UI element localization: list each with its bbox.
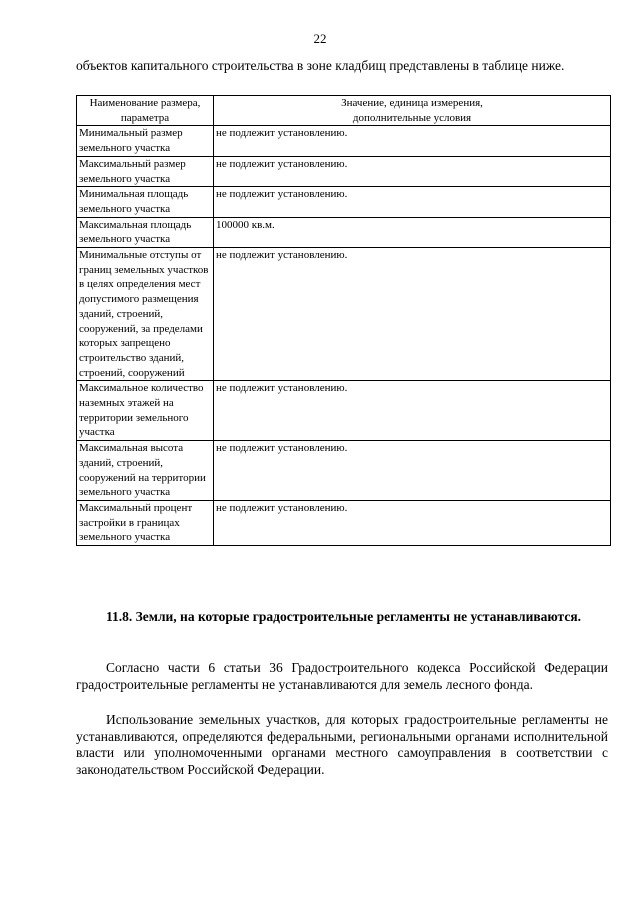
parameters-table	[76, 95, 611, 546]
row-parameter: Максимальная высота зданий, строений, сооружений на территории земельного участка	[77, 441, 214, 501]
table-header-row	[77, 96, 611, 126]
table-row	[77, 156, 611, 186]
section-number: 11.8.	[106, 609, 133, 624]
row-value: не подлежит установлению.	[214, 187, 611, 217]
row-parameter: Минимальный размер земельного участка	[77, 126, 214, 156]
header-value	[214, 96, 611, 126]
table-row	[77, 187, 611, 217]
row-value: не подлежит установлению.	[214, 441, 611, 501]
table-row	[77, 381, 611, 441]
header-parameter: Наименование размера, параметра	[77, 96, 214, 126]
intro-text: объектов капитального строительства в зоне кладбищ представлены в таблице ниже.	[76, 58, 565, 73]
body-paragraph: Использование земельных участков, для которых градостроительные регламенты не устанавливаются, определяются федеральными, региональными органами исполнительной власти или уполномоченными органами местного самоуправления в соответствии с законодательством Российской Федерации.	[76, 712, 608, 777]
page-number: 22	[313, 31, 327, 46]
row-value: не подлежит установлению.	[214, 156, 611, 186]
row-parameter: Максимальное количество наземных этажей на территории земельного участка	[77, 381, 214, 441]
row-parameter: Максимальная площадь земельного участка	[77, 217, 214, 247]
table-row	[77, 248, 611, 381]
row-value: не подлежит установлению.	[214, 126, 611, 156]
header-value-line2: дополнительные условия	[352, 111, 472, 124]
row-parameter: Минимальные отступы от границ земельных участков в целях определения мест допустимого размещения зданий, строений, сооружений, за пределами которых запрещено строительство зданий, строений, сооружений	[77, 248, 214, 381]
table-row	[77, 500, 611, 545]
header-value-line1: Значение, единица измерения,	[341, 97, 483, 109]
section-title-text: Земли, на которые градостроительные регламенты не устанавливаются.	[135, 609, 582, 624]
table-row	[77, 217, 611, 247]
section-heading	[76, 608, 608, 626]
table-row	[77, 126, 611, 156]
row-parameter: Максимальный процент застройки в границах земельного участка	[77, 500, 214, 545]
row-value: не подлежит установлению.	[214, 248, 611, 381]
row-parameter: Максимальный размер земельного участка	[77, 156, 214, 186]
table-row	[77, 441, 611, 501]
body-paragraph: Согласно части 6 статьи 36 Градостроительного кодекса Российской Федерации градостроительные регламенты не устанавливаются для земель лесного фонда.	[76, 660, 608, 692]
row-value: не подлежит установлению.	[214, 381, 611, 441]
row-value: не подлежит установлению.	[214, 500, 611, 545]
row-value: 100000 кв.м.	[214, 217, 611, 247]
row-parameter: Минимальная площадь земельного участка	[77, 187, 214, 217]
